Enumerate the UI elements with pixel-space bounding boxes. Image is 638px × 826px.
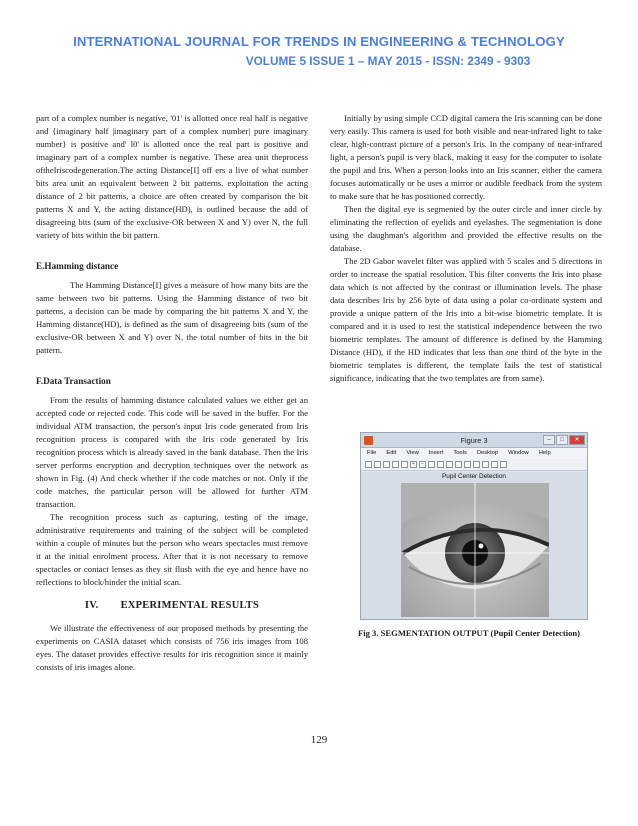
eye-image [401, 483, 549, 617]
left-paragraph-4: The recognition process such as capturing, testing of the image, administrative requirements and training of the subject will be completed within a couple of minutes but the person who wears spectacles must remove it at the initial enrolment process. After that it is not necessary to remove spectacles or contact lenses as they sit flush with the eye and hence have no reflections to block/hinder the initial scan. [36, 512, 308, 587]
minimize-icon[interactable]: – [543, 435, 555, 445]
eye-image-svg [401, 483, 549, 617]
print-icon[interactable] [392, 461, 399, 468]
zoom-in-icon[interactable]: + [410, 461, 417, 468]
open-file-icon[interactable] [374, 461, 381, 468]
right-column [330, 112, 602, 385]
figure-3-window [360, 432, 588, 620]
menu-tools[interactable]: Tools [453, 450, 467, 456]
window-controls [543, 435, 585, 445]
journal-title: INTERNATIONAL JOURNAL FOR TRENDS IN ENGINEERING & TECHNOLOGY [73, 34, 565, 49]
pan-icon[interactable] [428, 461, 435, 468]
colorbar-icon[interactable] [473, 461, 480, 468]
maximize-icon[interactable]: □ [556, 435, 568, 445]
journal-header [0, 34, 638, 68]
menu-file[interactable]: File [367, 450, 377, 456]
menu-edit[interactable]: Edit [386, 450, 397, 456]
save-icon[interactable] [383, 461, 390, 468]
left-paragraph-1: part of a complex number is negative, '01' is allotted once real half is negative and {imaginary half |imaginary part of a complex number| pure imaginary number} is positive and' l0' is allotted once the real part is positive and imaginary part of a complex number is negative. These area unit theprocess oftheIriscodegeneration.The acting Distance[I] off ers a live of what number bits area unit an equivalent between 2 bit patterns. exploitation the acting distance of 2 bit patterns, a choice are often created by comparison the bit patterns X and Y, the acting distance(HD), is outlined because the add of disagreeing bits (sum of the exclusive-OR between X and Y) over N, the full variety of bits within the bit pattern. [36, 113, 308, 240]
new-figure-icon[interactable] [365, 461, 372, 468]
data-cursor-icon[interactable] [446, 461, 453, 468]
link-icon[interactable] [464, 461, 471, 468]
section-f-heading: F.Data Transaction [36, 376, 111, 386]
right-paragraph-2: Then the digital eye is segmented by the outer circle and inner circle by eliminating the reflection of eyelids and eyelashes. The segmentation is done using the daughman's algorithm and provided the effective results on the database. [330, 204, 602, 253]
right-paragraph-3: The 2D Gabor wavelet filter was applied with 5 scales and 5 directions in order to increase the spatial resolution. This filter converts the Iris into phase data which is not affected by the contrast or illumination levels. The phase data describes Iris by 256 byte of data using a polar co-ordinate system and provide a unique pattern of the Iris into a bit-wise biometric template. It is compared and it is used to test the statistical independence between the two biometric templates. The amount of difference is defined by the Hamming Distance (HD), if the HD indicates that less than one third of the byte in the biometric templates is different, the template fails the test of statistical significance, indicating that the two templates are from same). [330, 256, 602, 383]
left-column [36, 112, 308, 674]
right-paragraph-1: Initially by using simple CCD digital camera the Iris scanning can be done very easily. This camera is used for both visible and near-infrared light to take clear, high-contrast picture of a person's Iris. In the company of near-infrared light, a person's pupil is very black, making it easy for the computer to isolate the pupil and Iris. When a person looks into an Iris scanner, either the camera focuses automatically or he uses a mirror or audible feedback from the system to make sure that he has positioned correctly. [330, 113, 602, 201]
journal-volume: VOLUME 5 ISSUE 1 – MAY 2015 - ISSN: 2349 - 9303 [245, 54, 531, 68]
close-icon[interactable]: ✕ [569, 435, 585, 445]
show-tools-icon[interactable] [500, 461, 507, 468]
left-paragraph-3: From the results of hamming distance calculated values we either get an accepted code or rejected code. This code will be saved in the buffer. For the individual ATM transaction, the person's input Iris code generated from Iris recognition process is compared with the Iris code generated by Iris recognition process which is already saved in the bank database. Then the Iris server performs encryption and decryption techniques over the network as shown in Fig. (4) And check whether if the code matches or not. Only if the code matches, the particular person will be allowed for further ATM transaction. [36, 395, 308, 509]
menu-help[interactable]: Help [538, 450, 551, 456]
section-iv-title: EXPERIMENTAL RESULTS [120, 600, 260, 611]
plot-title: Pupil Center Detection [442, 473, 506, 480]
figure-toolbar [361, 459, 587, 471]
rotate-icon[interactable] [437, 461, 444, 468]
menu-window[interactable]: Window [508, 450, 529, 456]
section-iv-number: IV. [84, 600, 99, 611]
hide-tools-icon[interactable] [491, 461, 498, 468]
menu-view[interactable]: View [406, 450, 419, 456]
brush-icon[interactable] [455, 461, 462, 468]
page-number: 129 [310, 734, 328, 746]
figure-plot-area [361, 472, 587, 619]
matlab-figure-icon [364, 436, 373, 445]
figure-menubar [361, 448, 587, 459]
menu-desktop[interactable]: Desktop [476, 450, 499, 456]
menu-insert[interactable]: Insert [428, 450, 444, 456]
zoom-out-icon[interactable]: − [419, 461, 426, 468]
figure-3-caption: Fig 3. SEGMENTATION OUTPUT (Pupil Center Detection) [357, 628, 581, 638]
figure-window-title: Figure 3 [460, 436, 488, 445]
left-paragraph-5: We illustrate the effectiveness of our proposed methods by presenting the experiments on CASIA dataset which consists of 756 iris images from 108 eyes. The dataset provides effective results for iris recognition since it mainly consists of iris images alone. [36, 623, 308, 672]
section-e-heading: E.Hamming distance [36, 261, 119, 271]
legend-icon[interactable] [482, 461, 489, 468]
section-iv-heading [36, 599, 308, 612]
figure-window-titlebar [361, 433, 587, 448]
left-paragraph-2: The Hamming Distance[I] gives a measure of how many bits are the same between two bit patterns. Using the Hamming distance of two bit patterns, a decision can be made by comparing the bit patterns X and Y, the Hamming distance(HD), is defined as the sum of disagreeing bits (sum of the exclusive-OR between X and Y) over N, the total number of bits in the bit pattern. [36, 280, 308, 355]
pointer-icon[interactable] [401, 461, 408, 468]
